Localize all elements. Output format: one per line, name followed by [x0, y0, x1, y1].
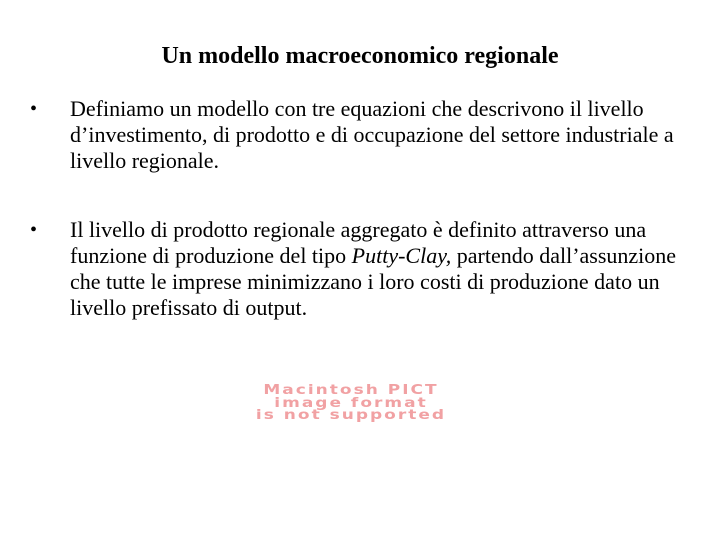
unsupported-image-placeholder [186, 384, 516, 426]
bullet-text: Definiamo un modello con tre equazioni che descrivono il livello d’investimento, di prodotto e di occupazione del settore industriale a livello regionale. [70, 96, 674, 173]
bullet-icon: • [30, 219, 38, 241]
bullet-text-italic: Putty-Clay, [351, 243, 452, 268]
bullet-text-start: Il livello di prodotto regionale aggregato è definito attraverso una funzione di produzione del tipo [70, 217, 647, 268]
placeholder-line-3: is not supported [255, 407, 447, 423]
bullet-item-2 [30, 217, 690, 321]
bullet-item-1 [30, 96, 690, 174]
placeholder-line-1: Macintosh PICT [263, 382, 439, 398]
bullet-list [30, 96, 690, 321]
slide-title: Un modello macroeconomico regionale [161, 43, 559, 69]
bullet-text [70, 217, 676, 320]
placeholder-line-2: image format [274, 394, 428, 411]
bullet-text-end: partendo dall’assunzione che tutte le imprese minimizzano i loro costi di produzione dato un livello prefissato di output. [70, 243, 677, 320]
bullet-icon: • [30, 98, 38, 120]
